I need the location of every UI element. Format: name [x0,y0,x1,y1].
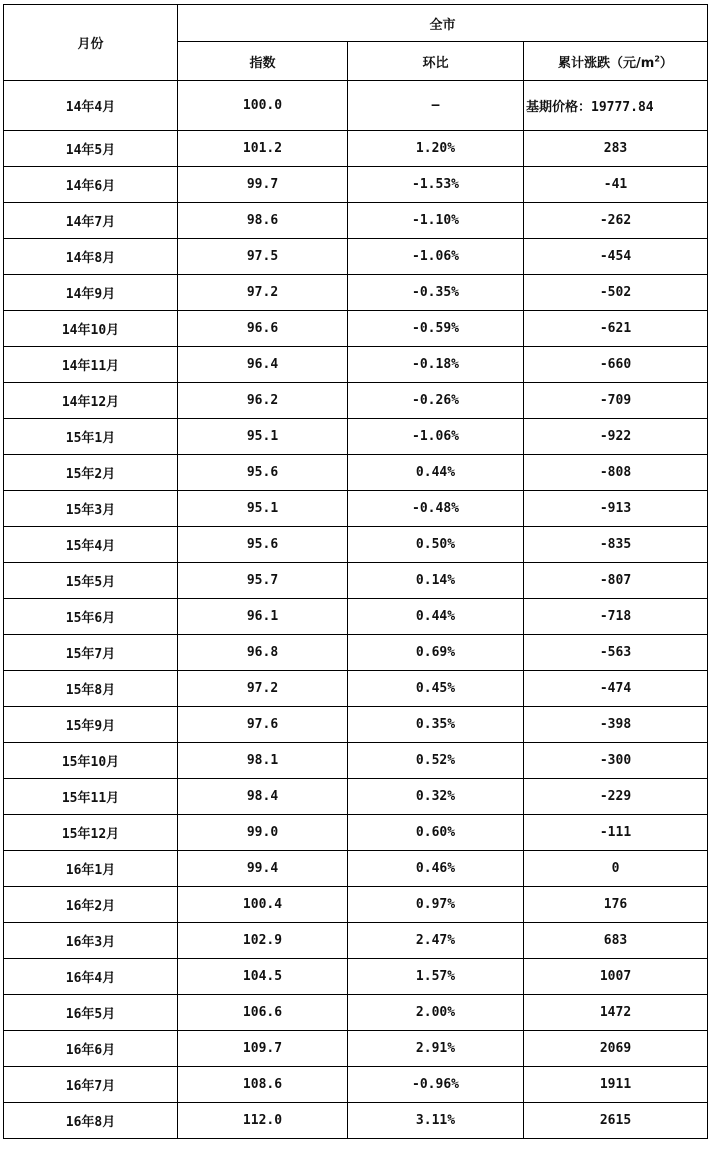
city-group-header: 全市 [178,5,708,42]
cumulative-cell: 2069 [524,1031,708,1067]
table-row [4,383,708,419]
month-header: 月份 [4,5,178,81]
cumulative-cell: -660 [524,347,708,383]
index-cell: 96.4 [178,347,348,383]
table-row [4,347,708,383]
index-cell: 98.6 [178,203,348,239]
month-cell: 16年1月 [4,851,178,887]
month-cell: 15年8月 [4,671,178,707]
ratio-cell: 2.47% [348,923,524,959]
table-row [4,923,708,959]
cumulative-header-sup: 2 [654,54,660,64]
ratio-cell: -1.10% [348,203,524,239]
ratio-cell: -0.96% [348,1067,524,1103]
cumulative-cell: 683 [524,923,708,959]
ratio-cell: 0.14% [348,563,524,599]
table-row [4,995,708,1031]
base-index-cell: 100.0 [178,81,348,131]
index-cell: 97.2 [178,275,348,311]
index-cell: 95.7 [178,563,348,599]
table-body [4,131,708,1139]
cumulative-cell: 283 [524,131,708,167]
index-cell: 96.6 [178,311,348,347]
base-cumulative-cell: 基期价格：19777.84 [524,81,708,131]
cumulative-cell: 1911 [524,1067,708,1103]
table-row [4,455,708,491]
cumulative-cell: -454 [524,239,708,275]
month-cell: 15年1月 [4,419,178,455]
index-cell: 101.2 [178,131,348,167]
month-cell: 15年10月 [4,743,178,779]
cumulative-cell: 1007 [524,959,708,995]
cumulative-cell: -808 [524,455,708,491]
index-cell: 100.4 [178,887,348,923]
table-row [4,959,708,995]
month-cell: 14年7月 [4,203,178,239]
month-cell: 15年12月 [4,815,178,851]
table-row [4,239,708,275]
index-cell: 106.6 [178,995,348,1031]
ratio-cell: -1.53% [348,167,524,203]
ratio-cell: -0.48% [348,491,524,527]
ratio-cell: 0.32% [348,779,524,815]
month-cell: 15年3月 [4,491,178,527]
ratio-cell: 0.46% [348,851,524,887]
index-cell: 96.8 [178,635,348,671]
index-cell: 95.1 [178,419,348,455]
cumulative-cell: 1472 [524,995,708,1031]
table-row [4,419,708,455]
ratio-cell: -0.59% [348,311,524,347]
table-row [4,491,708,527]
ratio-cell: -0.18% [348,347,524,383]
month-cell: 16年2月 [4,887,178,923]
ratio-cell: 2.00% [348,995,524,1031]
ratio-cell: -1.06% [348,239,524,275]
ratio-cell: 0.97% [348,887,524,923]
cumulative-cell: -835 [524,527,708,563]
table-row [4,131,708,167]
month-cell: 16年5月 [4,995,178,1031]
cumulative-header-end: ） [659,55,673,71]
month-cell: 15年6月 [4,599,178,635]
index-cell: 99.7 [178,167,348,203]
table-row [4,815,708,851]
cumulative-cell: -229 [524,779,708,815]
month-cell: 14年9月 [4,275,178,311]
month-cell: 15年4月 [4,527,178,563]
index-cell: 97.2 [178,671,348,707]
table-row [4,311,708,347]
month-cell: 14年11月 [4,347,178,383]
cumulative-cell: -807 [524,563,708,599]
month-cell: 16年6月 [4,1031,178,1067]
month-cell: 16年7月 [4,1067,178,1103]
cumulative-cell: -398 [524,707,708,743]
ratio-cell: -1.06% [348,419,524,455]
index-cell: 109.7 [178,1031,348,1067]
cumulative-cell: -709 [524,383,708,419]
cumulative-cell: -502 [524,275,708,311]
table-row [4,527,708,563]
month-cell: 15年11月 [4,779,178,815]
index-cell: 98.4 [178,779,348,815]
table-row [4,887,708,923]
cumulative-cell: -563 [524,635,708,671]
table-row [4,851,708,887]
cumulative-cell: -718 [524,599,708,635]
month-cell: 16年8月 [4,1103,178,1139]
ratio-cell: 3.11% [348,1103,524,1139]
table-row [4,743,708,779]
table-row [4,167,708,203]
index-cell: 98.1 [178,743,348,779]
table-row [4,635,708,671]
cumulative-cell: -474 [524,671,708,707]
index-cell: 104.5 [178,959,348,995]
table-container [3,4,708,1139]
index-cell: 95.6 [178,455,348,491]
cumulative-cell: 2615 [524,1103,708,1139]
cumulative-cell: 0 [524,851,708,887]
month-cell: 15年2月 [4,455,178,491]
table-row [4,599,708,635]
month-cell: 15年7月 [4,635,178,671]
month-cell: 14年10月 [4,311,178,347]
ratio-header: 环比 [348,42,524,81]
index-cell: 99.4 [178,851,348,887]
index-cell: 95.6 [178,527,348,563]
index-cell: 108.6 [178,1067,348,1103]
index-cell: 95.1 [178,491,348,527]
ratio-cell: 1.20% [348,131,524,167]
index-cell: 102.9 [178,923,348,959]
month-cell: 15年5月 [4,563,178,599]
month-cell: 16年4月 [4,959,178,995]
table-row [4,779,708,815]
ratio-cell: 0.69% [348,635,524,671]
index-cell: 96.2 [178,383,348,419]
index-cell: 112.0 [178,1103,348,1139]
index-cell: 97.5 [178,239,348,275]
month-cell: 14年8月 [4,239,178,275]
ratio-cell: 1.57% [348,959,524,995]
table-row [4,1067,708,1103]
base-month-cell: 14年4月 [4,81,178,131]
table-row [4,671,708,707]
cumulative-header [524,42,708,81]
table-row [4,707,708,743]
cumulative-cell: -300 [524,743,708,779]
index-cell: 97.6 [178,707,348,743]
cumulative-cell: -922 [524,419,708,455]
table-row [4,203,708,239]
ratio-cell: 0.60% [348,815,524,851]
ratio-cell: 0.44% [348,599,524,635]
cumulative-cell: -621 [524,311,708,347]
ratio-cell: -0.26% [348,383,524,419]
cumulative-cell: -41 [524,167,708,203]
index-header: 指数 [178,42,348,81]
ratio-cell: 0.50% [348,527,524,563]
cumulative-cell: 176 [524,887,708,923]
index-cell: 99.0 [178,815,348,851]
table-row [4,563,708,599]
ratio-cell: -0.35% [348,275,524,311]
table-row [4,1103,708,1139]
table-row [4,275,708,311]
cumulative-cell: -262 [524,203,708,239]
table-row [4,1031,708,1067]
cumulative-cell: -913 [524,491,708,527]
price-index-table [3,4,708,1139]
month-cell: 14年6月 [4,167,178,203]
month-cell: 15年9月 [4,707,178,743]
month-cell: 16年3月 [4,923,178,959]
base-ratio-cell: — [348,81,524,131]
ratio-cell: 0.45% [348,671,524,707]
month-cell: 14年5月 [4,131,178,167]
month-cell: 14年12月 [4,383,178,419]
ratio-cell: 0.52% [348,743,524,779]
ratio-cell: 0.44% [348,455,524,491]
index-cell: 96.1 [178,599,348,635]
ratio-cell: 0.35% [348,707,524,743]
ratio-cell: 2.91% [348,1031,524,1067]
cumulative-cell: -111 [524,815,708,851]
cumulative-header-main: 累计涨跌（元/m [558,55,655,71]
